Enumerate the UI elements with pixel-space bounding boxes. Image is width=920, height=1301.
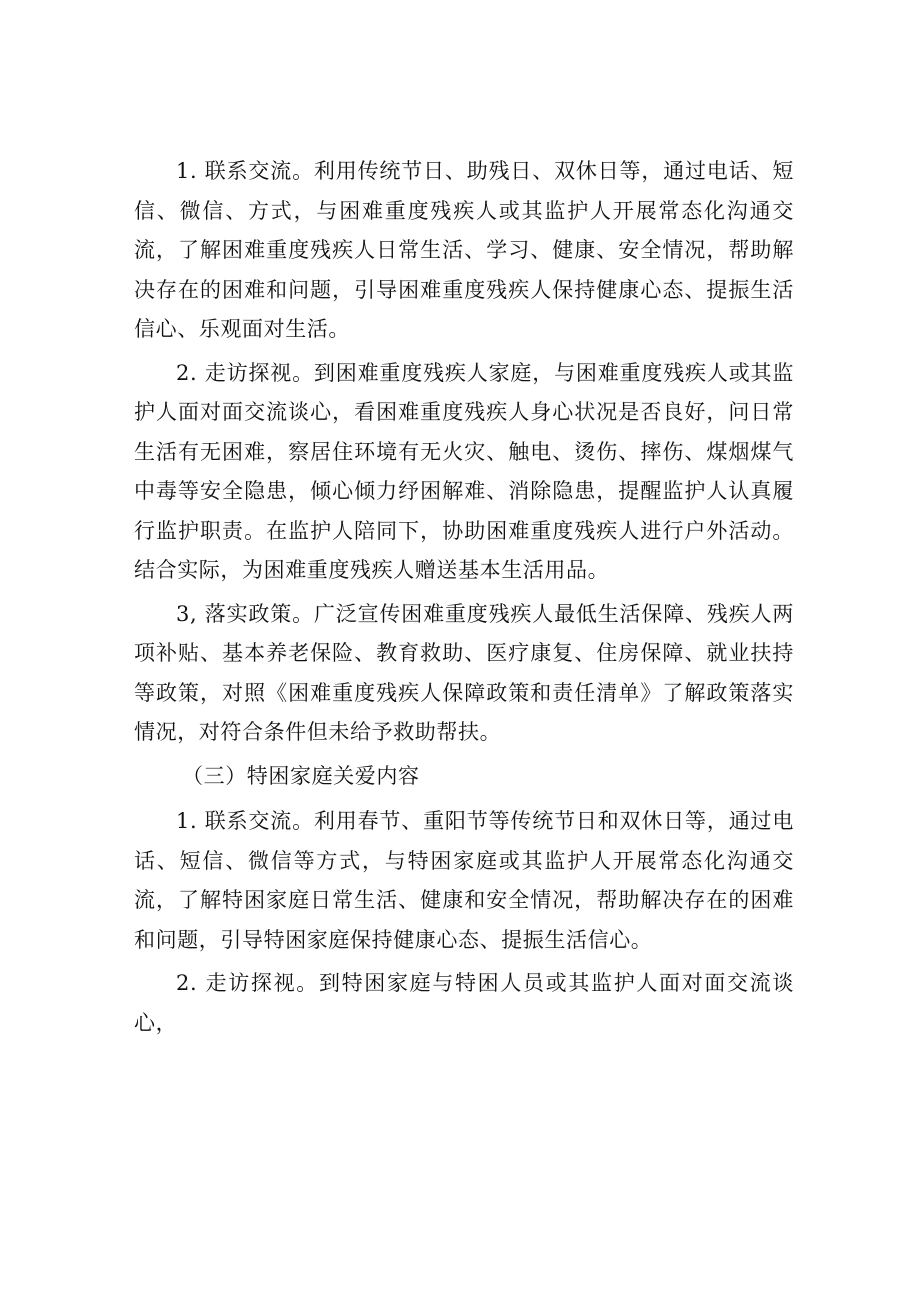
paragraph-contact-poor-families: 1. 联系交流。利用春节、重阳节等传统节日和双休日等，通过电话、短信、微信等方式，与特困家庭或其监护人开展常态化沟通交流，了解特困家庭日常生活、健康和安全情况，帮助解决存在的困难和问题，引导特困家庭保持健康心态、提振生活信心。 bbox=[134, 809, 794, 952]
section-heading-poor-families: （三）特困家庭关爱内容 bbox=[182, 763, 420, 788]
paragraph-policy-disabled: 3, 落实政策。广泛宣传困难重度残疾人最低生活保障、残疾人两项补贴、基本养老保险、教育救助、医疗康复、住房保障、就业扶持等政策，对照《困难重度残疾人保障政策和责任清单》了解政策落实情况，对符合条件但未给予救助帮扶。 bbox=[134, 601, 794, 744]
document-body bbox=[134, 152, 794, 1047]
paragraph-contact-disabled: 1. 联系交流。利用传统节日、助残日、双休日等，通过电话、短信、微信、方式，与困难重度残疾人或其监护人开展常态化沟通交流，了解困难重度残疾人日常生活、学习、健康、安全情况，帮助解决存在的困难和问题，引导困难重度残疾人保持健康心态、提振生活信心、乐观面对生活。 bbox=[134, 159, 794, 341]
paragraph-visit-poor-families: 2. 走访探视。到特困家庭与特困人员或其监护人面对面交流谈心， bbox=[134, 971, 794, 1035]
paragraph-visit-disabled: 2. 走访探视。到困难重度残疾人家庭，与困难重度残疾人或其监护人面对面交流谈心，看困难重度残疾人身心状况是否良好，问日常生活有无困难，察居住环境有无火灾、触电、烫伤、摔伤、煤烟煤气中毒等安全隐患，倾心倾力纾困解难、消除隐患，提醒监护人认真履行监护职责。在监护人陪同下，协助困难重度残疾人进行户外活动。结合实际，为困难重度残疾人赠送基本生活用品。 bbox=[134, 360, 794, 582]
